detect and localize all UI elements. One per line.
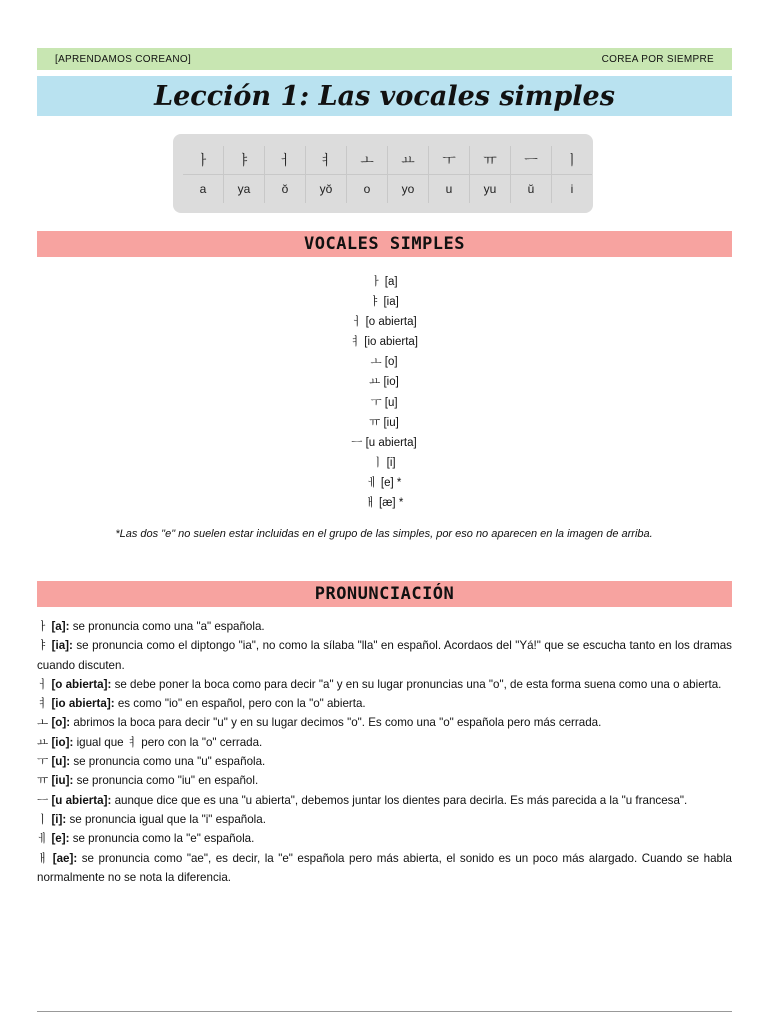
- vowel-label: [io]:: [51, 735, 74, 749]
- page-title: Lección 1: Las vocales simples: [154, 80, 615, 112]
- title-bar: [37, 76, 732, 116]
- pronunciation-list: [37, 617, 732, 887]
- vowel-description: se pronuncia como una "a" española.: [72, 620, 265, 633]
- section-title: PRONUNCIACIÓN: [314, 584, 455, 604]
- vowel-label: [i]:: [51, 812, 67, 826]
- vowel-list-item: ㅠ [iu]: [369, 416, 399, 429]
- hangul-cell: ㅛ: [388, 146, 429, 175]
- vowel-description: se pronuncia como "iu" en español.: [76, 774, 259, 788]
- hangul-cell: ㅕ: [306, 146, 347, 175]
- roman-cell: u: [429, 175, 470, 204]
- vowel-table-roman-row: [183, 175, 592, 204]
- vowel-label: [e]:: [51, 832, 70, 846]
- pronunciation-item: [37, 733, 732, 752]
- roman-cell: yo: [388, 175, 429, 204]
- vowel-label: [u abierta]:: [51, 793, 112, 807]
- header-right: COREA POR SIEMPRE: [601, 53, 714, 65]
- hangul-cell: ㅑ: [224, 146, 265, 175]
- vowel-label: [iu]:: [51, 774, 74, 788]
- pronunciation-item: [37, 771, 732, 790]
- vowel-list-item: ㅑ [ia]: [369, 296, 399, 309]
- section-pronunciacion: [37, 581, 732, 607]
- vowel-description: se debe poner la boca como para decir "a" y en su lugar pronuncias una "o", de esta forma suena como una o abierta.: [114, 677, 722, 691]
- vowel-list-item: ㅗ [o]: [370, 356, 398, 369]
- hangul-cell: ㅏ: [183, 146, 224, 175]
- vowel-list-item: ㅛ [io]: [369, 376, 399, 389]
- vowel-description: se pronuncia como el diptongo "ia", no como la sílaba "lla" en español. Acordaos del "Yá!" que se escucha tanto en los dramas cuando discuten.: [37, 639, 732, 672]
- roman-cell: ya: [224, 175, 265, 204]
- roman-cell: yŏ: [306, 175, 347, 204]
- pronunciation-item: [37, 675, 732, 694]
- vowel-list-item: ㅣ [i]: [372, 456, 396, 469]
- vowel-char: ㅕ: [37, 697, 49, 711]
- vowel-label: [o]:: [51, 716, 71, 730]
- vowel-description: se pronuncia como la "e" española.: [72, 832, 255, 846]
- vowel-label: [ae]:: [52, 851, 78, 865]
- vowel-list-item: ㅕ [io abierta]: [349, 336, 418, 349]
- pronunciation-item: [37, 791, 732, 810]
- vowel-char: ㅐ: [37, 851, 49, 865]
- footnote: *Las dos "e" no suelen estar incluidas en el grupo de las simples, por eso no aparecen en la imagen de arriba.: [115, 528, 653, 540]
- vowel-description: igual que ㅕ pero con la "o" cerrada.: [76, 735, 263, 749]
- vowel-list-item: ㅡ [u abierta]: [351, 436, 417, 449]
- vowel-label: [o abierta]:: [51, 677, 112, 691]
- roman-cell: ŭ: [511, 175, 552, 204]
- vowel-char: ㅓ: [37, 677, 49, 691]
- hangul-cell: ㅜ: [429, 146, 470, 175]
- vowel-list-item: ㅏ [a]: [370, 276, 398, 288]
- vowel-char: ㅛ: [37, 735, 49, 749]
- pronunciation-item: [37, 810, 732, 829]
- pronunciation-item: [37, 694, 732, 713]
- header-bar: [37, 48, 732, 70]
- roman-cell: o: [347, 175, 388, 204]
- vowel-char: ㅑ: [37, 639, 49, 653]
- vowel-list-item: ㅓ [o abierta]: [351, 316, 417, 329]
- pronunciation-item: [37, 713, 732, 732]
- hangul-cell: ㅠ: [470, 146, 511, 175]
- vowel-char: ㅏ: [37, 620, 49, 633]
- vowel-table: [173, 134, 593, 213]
- pronunciation-item: [37, 617, 732, 636]
- pronunciation-item: [37, 636, 732, 675]
- vowel-char: ㅡ: [37, 793, 49, 807]
- vowel-list-item: ㅐ [æ] *: [364, 497, 404, 510]
- vowel-char: ㅗ: [37, 716, 49, 730]
- vowel-description: aunque dice que es una "u abierta", debemos juntar los dientes para decirla. Es más parecida a la "u francesa".: [114, 793, 688, 807]
- vowel-list: [0, 272, 768, 513]
- vowel-label: [ia]:: [51, 639, 73, 653]
- section-title: VOCALES SIMPLES: [303, 234, 466, 254]
- vowel-char: ㅜ: [37, 755, 49, 769]
- pronunciation-item: [37, 752, 732, 771]
- vowel-list-item: ㅔ [e] *: [366, 476, 402, 489]
- vowel-label: [a]:: [51, 620, 70, 633]
- vowel-description: abrimos la boca para decir "u" y en su lugar decimos "o". Es como una "o" española pero más cerrada.: [73, 716, 602, 730]
- roman-cell: ŏ: [265, 175, 306, 204]
- vowel-description: se pronuncia igual que la "i" española.: [69, 812, 266, 826]
- hangul-cell: ㅓ: [265, 146, 306, 175]
- vowel-char: ㅠ: [37, 774, 49, 788]
- vowel-label: [io abierta]:: [51, 697, 115, 711]
- footer-divider: [37, 1011, 732, 1012]
- hangul-cell: ㅗ: [347, 146, 388, 175]
- hangul-cell: ㅡ: [511, 146, 552, 175]
- vowel-description: se pronuncia como una "u" española.: [73, 755, 266, 769]
- vowel-label: [u]:: [51, 755, 71, 769]
- vowel-description: es como "io" en español, pero con la "o" abierta.: [117, 697, 366, 711]
- vowel-description: se pronuncia como "ae", es decir, la "e" española pero más abierta, el sonido es un poco más alargado. Cuando se habla normalmente no se nota la diferencia.: [37, 851, 732, 884]
- vowel-char: ㅣ: [37, 812, 49, 826]
- roman-cell: yu: [470, 175, 511, 204]
- roman-cell: a: [183, 175, 224, 204]
- pronunciation-item: [37, 829, 732, 848]
- vowel-list-item: ㅜ [u]: [370, 396, 398, 409]
- vowel-table-hangul-row: [183, 146, 592, 175]
- vowel-char: ㅔ: [37, 832, 49, 846]
- roman-cell: i: [570, 182, 574, 196]
- hangul-cell: ㅣ: [552, 146, 593, 175]
- header-left: [APRENDAMOS COREANO]: [55, 53, 192, 65]
- section-vocales-simples: [37, 231, 732, 257]
- pronunciation-item: [37, 849, 732, 888]
